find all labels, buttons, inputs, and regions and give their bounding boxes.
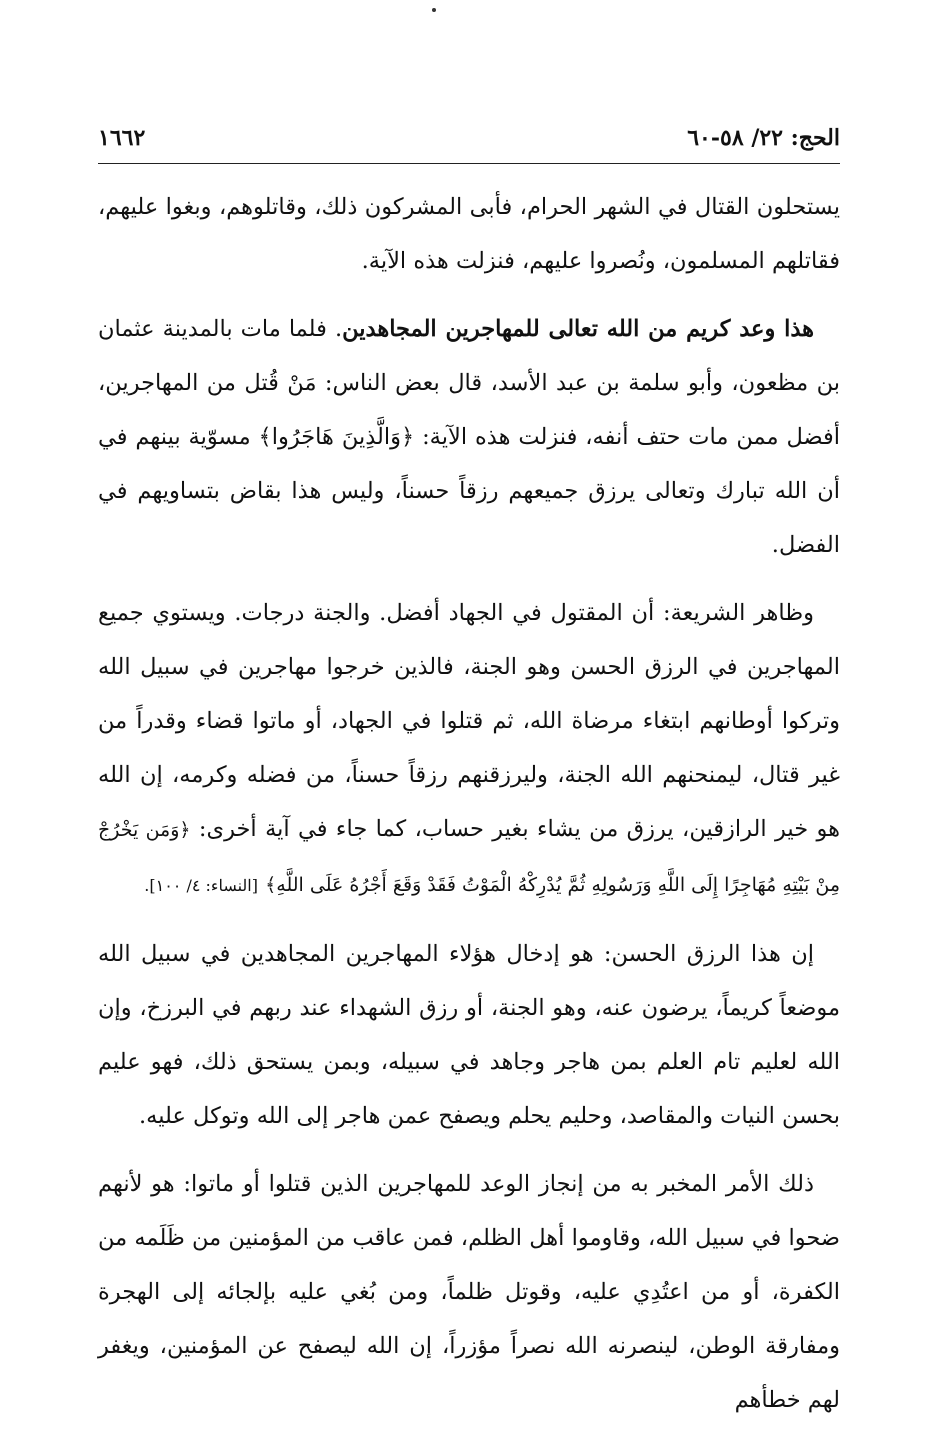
surah-reference: الحج: ٢٢/ ٥٨-٦٠ xyxy=(687,125,840,151)
paragraph-2 xyxy=(98,302,840,572)
paragraph-text: إن هذا الرزق الحسن: هو إدخال هؤلاء المهاجرين المجاهدين في سبيل الله موضعاً كريماً، يرضون عنه، وهو الجنة، أو رزق الشهداء عند ربهم في البرزخ، وإن الله لعليم تام العلم بمن هاجر وجاهد في سبيله، وبمن يستحق ذلك، فهو عليم بحسن النيات والمقاصد، وحليم يحلم ويصفح عمن هاجر إلى الله وتوكل عليه. xyxy=(98,941,840,1129)
page-header xyxy=(98,118,840,158)
paragraph-text: ذلك الأمر المخبر به من إنجاز الوعد للمهاجرين الذين قتلوا أو ماتوا: هو لأنهم ضحوا في سبيل الله، وقاوموا أهل الظلم، فمن عاقب من المؤمنين من ظَلَمه من الكفرة، أو من اعتُدِي عليه، وقوتل ظلماً، ومن بُغي عليه بإلجائه إلى الهجرة ومفارقة الوطن، لينصرنه الله نصراً مؤزراً، إن الله ليصفح عن المؤمنين، ويغفر لهم خطأهم xyxy=(98,1171,840,1413)
paragraph-text: يستحلون القتال في الشهر الحرام، فأبى المشركون ذلك، وقاتلوهم، وبغوا عليهم، فقاتلهم المسلمون، ونُصروا عليهم، فنزلت هذه الآية. xyxy=(98,194,840,274)
quran-verse: ﴿وَمَن يَخْرُجْ مِنْ بَيْتِهِ مُهَاجِرًا إِلَى اللَّهِ وَرَسُولِهِ ثُمَّ يُدْرِكْهُ الْمَوْتُ فَقَدْ وَقَعَ أَجْرُهُ عَلَى اللَّهِ﴾ xyxy=(98,819,840,896)
paragraph-3 xyxy=(98,586,840,913)
paragraph-1 xyxy=(98,180,840,288)
paragraph-4 xyxy=(98,927,840,1143)
header-rule xyxy=(98,163,840,164)
paragraph-text: . فلما مات بالمدينة عثمان بن مظعون، وأبو سلمة بن عبد الأسد، قال بعض الناس: مَنْ قُتل من المهاجرين، أفضل ممن مات حتف أنفه، فنزلت هذه الآية: ﴿وَالَّذِينَ هَاجَرُوا﴾ مسوّية بينهم في أن الله تبارك وتعالى يرزق جميعهم رزقاً حسناً، وليس هذا بقاض بتساويهم في الفضل. xyxy=(98,316,840,558)
paragraph-text: وظاهر الشريعة: أن المقتول في الجهاد أفضل. والجنة درجات. ويستوي جميع المهاجرين في الرزق الحسن وهو الجنة، فالذين خرجوا مهاجرين في سبيل الله وتركوا أوطانهم ابتغاء مرضاة الله، ثم قتلوا في الجهاد، أو ماتوا قضاء وقدراً من غير قتال، ليمنحنهم الله الجنة، وليرزقنهم رزقاً حسناً، من فضله وكرمه، إن الله هو خير الرازقين، يرزق من يشاء بغير حساب، كما جاء في آية أخرى: xyxy=(98,600,841,842)
paragraph-5 xyxy=(98,1157,840,1427)
print-speck xyxy=(432,8,436,12)
page-number: ١٦٦٢ xyxy=(98,125,146,151)
verse-reference: [النساء: ٤/ ١٠٠]. xyxy=(144,876,258,895)
paragraph-lead: هذا وعد كريم من الله تعالى للمهاجرين المجاهدين xyxy=(342,316,814,342)
page-body xyxy=(98,180,840,1441)
